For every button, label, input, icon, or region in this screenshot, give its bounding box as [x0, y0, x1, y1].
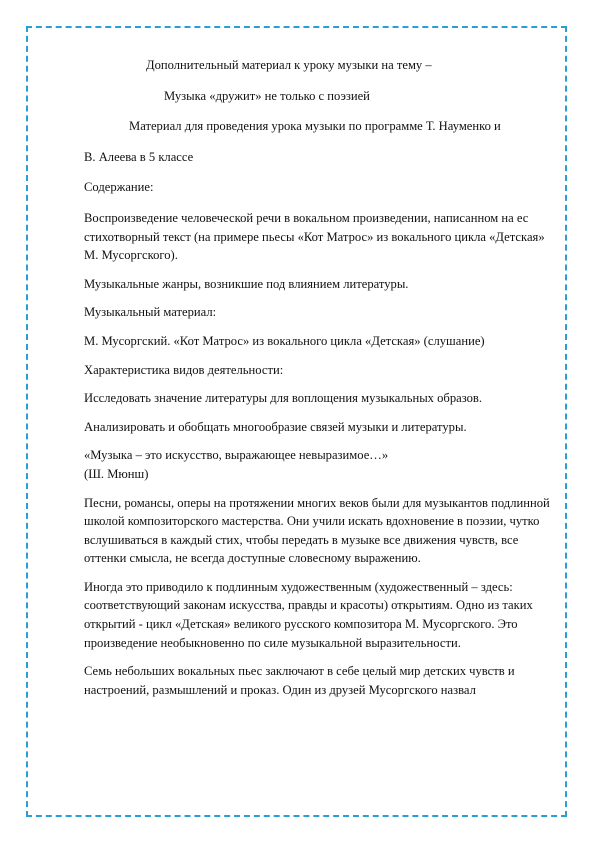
subtitle-line-1: Материал для проведения урока музыки по программе Т. Науменко и — [129, 119, 501, 134]
document-body — [84, 56, 550, 709]
epigraph-quote: «Музыка – это искусство, выражающее невыразимое…» — [84, 448, 389, 463]
contents-heading: Содержание: — [84, 180, 154, 195]
paragraph: Музыкальный материал: — [84, 305, 217, 320]
paragraph: Песни, романсы, оперы на протяжении многих веков были для музыкантов подлинной школой композиторского мастерства. Они учили искать вдохновение в поэзии, чутко вслушиваться в каждый стих, чтобы передать в музыке все движения чувств, все оттенки смысла, не всегда доступные словесному выражению. — [84, 495, 550, 566]
title-line-2: Музыка «дружит» не только с поэзией — [164, 88, 370, 103]
title-line-1: Дополнительный материал к уроку музыки на тему – — [146, 58, 432, 72]
paragraph: М. Мусоргский. «Кот Матрос» из вокального цикла «Детская» (слушание) — [84, 333, 485, 348]
paragraph: Исследовать значение литературы для воплощения музыкальных образов. — [84, 391, 482, 406]
paragraph: Иногда это приводило к подлинным художественным (художественный – здесь: соответствующий законам искусства, правды и красоты) открытиям. Одно из таких открытий - цикл «Детская» великого русского композитора М. Мусоргского. Это произведение необыкновенно по силе музыкальной выразительности. — [84, 579, 533, 650]
paragraph: Музыкальные жанры, возникшие под влиянием литературы. — [84, 276, 409, 291]
paragraph: Характеристика видов деятельности: — [84, 362, 284, 377]
paragraph: Семь небольших вокальных пьес заключают в себе целый мир детских чувств и настроений, размышлений и проказ. Один из друзей Мусоргского назвал — [84, 664, 515, 697]
paragraph: Анализировать и обобщать многообразие связей музыки и литературы. — [84, 419, 467, 434]
paragraph: Воспроизведение человеческой речи в вокальном произведении, написанном на ес стихотворный текст (на примере пьесы «Кот Матрос» из вокального цикла «Детская» М. Мусоргского). — [84, 210, 545, 263]
epigraph-author: (Ш. Мюнш) — [84, 466, 149, 481]
subtitle-line-2: В. Алеева в 5 классе — [84, 149, 194, 164]
